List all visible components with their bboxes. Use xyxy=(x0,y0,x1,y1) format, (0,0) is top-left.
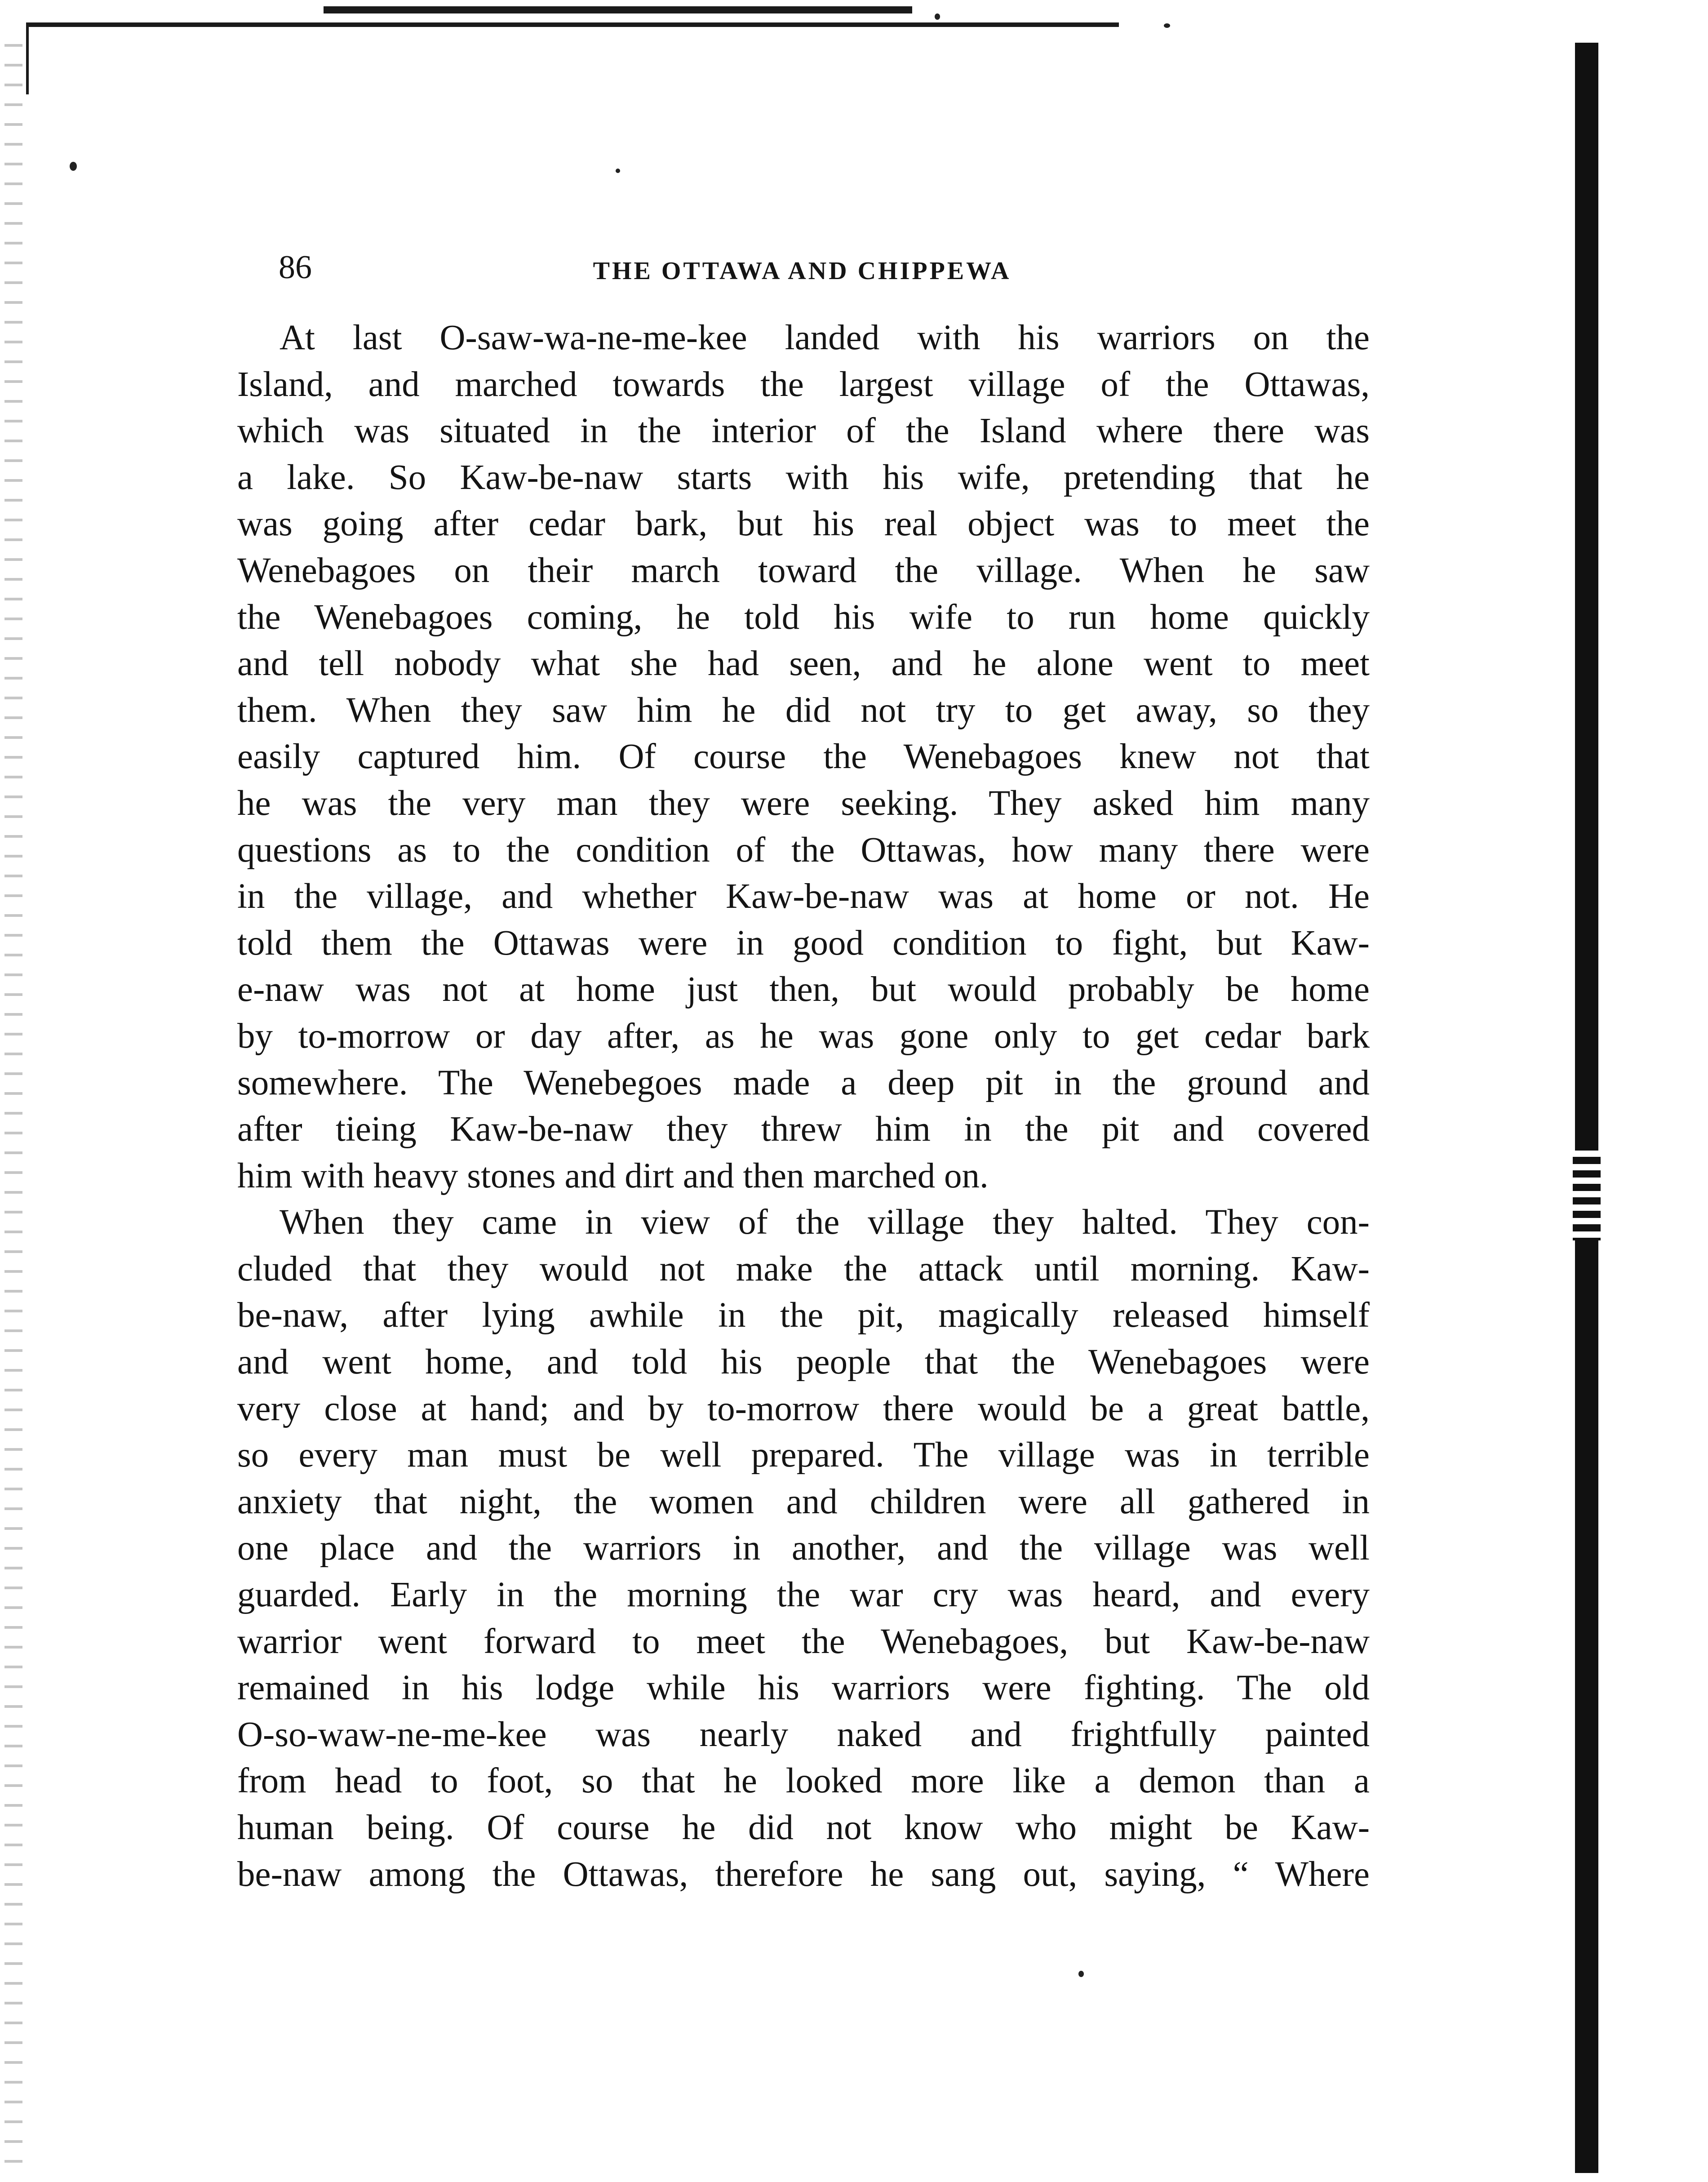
text-line: after tieing Kaw-be-naw they threw him in the pit and covered xyxy=(237,1110,1370,1149)
text-line: warrior went forward to meet the Wenebagoes, but Kaw-be-naw xyxy=(237,1622,1370,1661)
scan-border-left xyxy=(26,22,29,94)
text-line: was going after cedar bark, but his real object was to meet the xyxy=(237,504,1370,544)
text-line: one place and the warriors in another, and the village was well xyxy=(237,1529,1370,1568)
text-line: questions as to the condition of the Ottawas, how many there were xyxy=(237,830,1370,870)
text-line: human being. Of course he did not know who might be Kaw- xyxy=(237,1808,1370,1847)
body-text xyxy=(237,315,1370,1898)
scan-shadow-right-edge xyxy=(1575,43,1598,2173)
text-line: be-naw, after lying awhile in the pit, magically released himself xyxy=(237,1296,1370,1335)
text-line: easily captured him. Of course the Wenebagoes knew not that xyxy=(237,737,1370,777)
text-line: somewhere. The Wenebegoes made a deep pit in the ground and xyxy=(237,1063,1370,1102)
text-line: and tell nobody what she had seen, and he alone went to meet xyxy=(237,644,1370,684)
text-line: When they came in view of the village they halted. They con- xyxy=(279,1203,1370,1242)
text-line: be-naw among the Ottawas, therefore he sang out, saying, “ Where xyxy=(237,1854,1370,1894)
text-line: the Wenebagoes coming, he told his wife to run home quickly xyxy=(237,597,1370,637)
page-header xyxy=(234,245,1371,290)
text-line: them. When they saw him he did not try to get away, so they xyxy=(237,690,1370,730)
text-line: guarded. Early in the morning the war cry was heard, and every xyxy=(237,1575,1370,1615)
running-head: THE OTTAWA AND CHIPPEWA xyxy=(593,257,1011,285)
text-line: he was the very man they were seeking. They asked him many xyxy=(237,783,1370,823)
scan-speck xyxy=(616,169,620,173)
text-line: by to-morrow or day after, as he was gone only to get cedar bark xyxy=(237,1016,1370,1056)
text-line: and went home, and told his people that the Wenebagoes were xyxy=(237,1342,1370,1382)
scan-speck xyxy=(935,13,940,20)
text-line: Island, and marched towards the largest village of the Ottawas, xyxy=(237,364,1370,404)
scan-border-top-thick xyxy=(324,6,912,13)
text-line: told them the Ottawas were in good condition to fight, but Kaw- xyxy=(237,923,1370,963)
text-line: which was situated in the interior of the Island where there was xyxy=(237,411,1370,451)
text-line: Wenebagoes on their march toward the village. When he saw xyxy=(237,551,1370,590)
text-line: e-naw was not at home just then, but would probably be home xyxy=(237,970,1370,1009)
scan-border-top xyxy=(27,22,1119,27)
scan-shadow-break xyxy=(1573,1151,1601,1240)
text-line: very close at hand; and by to-morrow there would be a great battle, xyxy=(237,1389,1370,1428)
page-number: 86 xyxy=(279,249,312,286)
text-line: from head to foot, so that he looked more like a demon than a xyxy=(237,1761,1370,1801)
scan-speck xyxy=(1078,1971,1084,1977)
text-line: O-so-waw-ne-me-kee was nearly naked and frightfully painted xyxy=(237,1715,1370,1754)
text-line: a lake. So Kaw-be-naw starts with his wife, pretending that he xyxy=(237,458,1370,497)
scan-speck xyxy=(1164,23,1170,28)
text-line: him with heavy stones and dirt and then marched on. xyxy=(237,1156,989,1195)
scan-noise-left-margin xyxy=(4,27,22,2175)
text-line: anxiety that night, the women and children were all gathered in xyxy=(237,1482,1370,1521)
text-line: At last O-saw-wa-ne-me-kee landed with his warriors on the xyxy=(279,318,1370,357)
text-line: so every man must be well prepared. The village was in terrible xyxy=(237,1435,1370,1475)
scan-speck xyxy=(70,162,77,171)
text-line: remained in his lodge while his warriors were fighting. The old xyxy=(237,1668,1370,1708)
text-line: in the village, and whether Kaw-be-naw was at home or not. He xyxy=(237,877,1370,916)
text-line: cluded that they would not make the attack until morning. Kaw- xyxy=(237,1249,1370,1289)
